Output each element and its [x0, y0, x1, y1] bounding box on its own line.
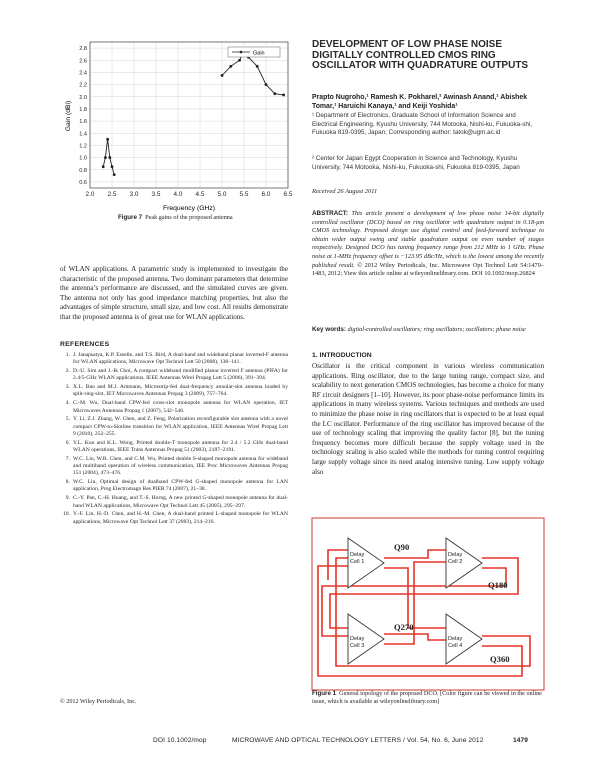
y-tick-label: 0.6	[79, 179, 87, 186]
reference-item	[58, 400, 288, 415]
y-axis-label: Gain (dBi)	[65, 100, 72, 132]
reference-item	[58, 440, 288, 455]
y-tick-labels	[79, 46, 87, 186]
reference-item	[58, 479, 288, 494]
figure7-label: Figure 7	[118, 214, 143, 221]
cell-4-line2: Cell 4	[448, 643, 463, 649]
data-point	[111, 165, 114, 168]
x-tick-label: 3.5	[151, 191, 161, 198]
reference-item	[58, 368, 288, 383]
reference-text: C.-Y. Pan, C.-H. Huang, and T.-S. Horng, A new printed G-shaped monopole antenna for dual-band WLAN applications, Microwave Opt Technol Lett 45 (2005), 295–297.	[73, 495, 288, 509]
x-tick-label: 5.5	[239, 191, 249, 198]
abstract-text: This article present a development of low phase noise 14-bit digitally controlled oscillator (DCO) based on ring oscillator with quadrature output in 0.18-μm CMOS technology. Proposed design use digital control and feed-forward technique to obtain wider output swing and stable quadrature output on even number of stages respectively. Designed DCO has tuning frequency range from 212 MHz to 1 GHz. Phase noise at 1-MHz frequency offset is −123.95 dBc/Hz, which is the lowest among the recently published result.	[312, 210, 544, 269]
y-tick-label: 2.2	[79, 82, 87, 89]
reference-text: Y. Li, Z.J. Zhang, W. Chen, and Z. Feng, Polarization reconfigurable slot antenna with a novel compact CPW-to-Slotline transition for WLAN application, IEEE Antennas Wirel Propag Lett 9 (2010), 252–255.	[73, 416, 288, 437]
reference-number: 5.	[65, 416, 70, 423]
references-list	[58, 352, 288, 527]
reference-text: X.L. Bao and M.J. Ammann, Microstrip-fed dual-frequency annular-slot antenna loaded by split-ring-slot, IET Microwaves Antennas Propag 3 (2009), 757–764.	[73, 384, 288, 398]
cell-1-line1: Delay	[350, 552, 365, 558]
cell-3-line2: Cell 3	[350, 643, 365, 649]
x-tick-label: 3.0	[129, 191, 139, 198]
data-point	[282, 94, 285, 97]
affiliation-1: ¹ Department of Electronics, Graduate School of Information Science and Electrical Engineering, Kyushu University, 744 Motooka, Nishi-ku, Fukuoka-shi, Fukuoka 819-0395, Japan; Corresponding author: tatok@ugm.ac.id	[312, 112, 533, 137]
reference-text: D.-U. Sim and J.-Ik Choi, A compact wideband modified planar inverted F antenna (PIFA) for 2.4/5-GHz WLAN applications, IEEE Antennas Wirel Propag Lett 5 (2006), 391–394.	[73, 368, 288, 382]
copyright: © 2012 Wiley Periodicals, Inc.	[60, 698, 137, 705]
chart-gridlines	[90, 42, 288, 188]
output-q270: Q270	[394, 622, 414, 632]
figure1-label: Figure 1	[312, 690, 337, 697]
reference-item	[58, 416, 288, 438]
legend-label: Gain	[253, 50, 265, 57]
reference-text: J. Janapsatya, K.P. Esselle, and T.S. Bird, A dual-band and wideband planar inverted-F antenna for WLAN applications, Microwave Opt Technol Lett 50 (2008), 138–141.	[73, 352, 288, 366]
reference-number: 2.	[65, 368, 70, 375]
reference-number: 7.	[65, 455, 70, 462]
reference-item	[58, 511, 288, 526]
y-tick-label: 1.0	[79, 155, 87, 162]
reference-item	[58, 352, 288, 367]
cell-2-line1: Delay	[448, 552, 463, 558]
figure-frame	[312, 518, 544, 690]
data-point	[106, 138, 109, 141]
reference-item	[58, 456, 288, 478]
data-point	[113, 173, 116, 176]
data-point	[108, 156, 111, 159]
y-tick-label: 1.2	[79, 143, 87, 150]
data-point	[221, 74, 224, 77]
y-tick-label: 1.4	[79, 131, 87, 138]
data-point	[256, 65, 259, 68]
figure1-diagram	[310, 516, 546, 692]
output-q180: Q180	[488, 580, 508, 590]
reference-text: Y.-F. Lin, H.-D. Chen, and H.-M. Chen, A dual-band printed L-shaped monopole for WLAN applications, Microwave Opt Technol Lett 37 (2003), 214–216.	[73, 511, 288, 525]
x-tick-label: 5.0	[217, 191, 227, 198]
abstract	[312, 210, 544, 279]
article-title: DEVELOPMENT OF LOW PHASE NOISE DIGITALLY CONTROLLED CMOS RING OSCILLATOR WITH QUADRATURE OUTPUTS	[312, 39, 529, 72]
section-heading: 1. INTRODUCTION	[312, 352, 372, 359]
figure1-caption	[312, 690, 546, 706]
footer-doi: DOI 10.1002/mop	[153, 737, 207, 744]
keywords	[312, 326, 544, 335]
y-tick-label: 2.4	[79, 70, 87, 77]
chart-plot-area	[90, 42, 288, 188]
introduction-text: Oscillator is the critical component in various wireless communication applications. Ring oscillator, due to the large tuning range, compact size, and scalability to next generation CMOS technologies, has become a choice for many RF circuit designers [1–10]. However, its poor phase-noise performance limits its applications in many wireless systems. Various techniques and methods are used to minimize the phase noise in ring oscillators that is expected to be at least equal the LC oscillator. Performance of the ring oscillator has improved because of the use of technology scaling that improving the quality factor [8], but the tuning frequency becomes more difficult because the supply voltage used in the technology scaling is also scaled while the methods for tuning control requiring large supply voltage since its need analog intensive tuning. Low supply voltage also	[312, 362, 544, 476]
keywords-label: Key words:	[312, 326, 346, 333]
reference-item	[58, 495, 288, 510]
data-point	[102, 165, 105, 168]
data-point	[265, 83, 268, 86]
keywords-text: digital-controlled oscillators; ring oscillators; oscillators; phase noise	[347, 326, 526, 333]
footer-page-number: 1479	[513, 737, 529, 744]
figure7-caption	[118, 214, 318, 222]
x-tick-label: 6.0	[261, 191, 271, 198]
x-axis-label: Frequency (GHz)	[162, 205, 216, 212]
y-tick-label: 1.6	[79, 119, 87, 126]
figure7-chart	[60, 36, 300, 214]
y-tick-label: 1.8	[79, 106, 87, 113]
reference-number: 6.	[65, 439, 70, 446]
chart-series	[102, 50, 285, 176]
data-point	[273, 92, 276, 95]
reference-number: 4.	[65, 400, 70, 407]
series-line-2	[222, 51, 284, 95]
reference-number: 9.	[65, 495, 70, 502]
cell-2-line2: Cell 2	[448, 559, 463, 565]
received-date: Received 26 August 2011	[312, 188, 378, 195]
y-tick-label: 0.8	[79, 167, 87, 174]
data-point	[229, 65, 232, 68]
abstract-citation: © 2012 Wiley Periodicals, Inc. Microwave Opt Technol Lett 54:1479–1483, 2012; View this article online at wileyonlinelibrary.com. DOI 10.1002/mop.26824	[312, 261, 545, 278]
article-authors: Prapto Nugroho,¹ Ramesh K. Pokharel,² Awinash Anand,¹ Abishek Tomar,¹ Haruichi Kanaya,¹ and Keiji Yoshida¹	[312, 94, 528, 110]
y-tick-label: 2.8	[79, 46, 87, 53]
x-tick-label: 4.5	[195, 191, 205, 198]
reference-item	[58, 384, 288, 399]
x-tick-labels	[86, 191, 293, 198]
y-tick-label: 2.0	[79, 94, 87, 101]
x-tick-label: 2.5	[107, 191, 117, 198]
reference-number: 8.	[65, 479, 70, 486]
reference-text: C.-M. Wu, Dual-band CPW-fed cross-slot monopole antenna for WLAN operation, IET Microwaves Antennas Propag 1 (2007), 542–546.	[73, 400, 288, 414]
references-heading: REFERENCES	[60, 341, 110, 348]
reference-number: 3.	[65, 384, 70, 391]
cell-3-line1: Delay	[350, 636, 365, 642]
x-tick-label: 6.5	[283, 191, 293, 198]
footer-journal: MICROWAVE AND OPTICAL TECHNOLOGY LETTERS / Vol. 54, No. 6, June 2012	[232, 737, 484, 744]
reference-number: 1.	[65, 352, 70, 358]
affiliation-2: ² Center for Japan Egypt Cooperation in Science and Technology, Kyushu University, 744 Motooka, Nishi-ku, Fukuoka-shi, Fukuoka 819-0395, Japan	[312, 155, 520, 171]
reference-text: Y.L. Kuo and K.L. Wong, Printed double-T monopole antenna for 2.4 / 5.2 GHz dual-band WLAN operations, IEEE Trans Antennas Propag 51 (2003), 2187–2191.	[73, 439, 288, 453]
reference-text: W.C. Liu, Optimal design of dualband CPW-fed G-shaped monopole antenna for LAN application, Prog Electromagn Res PIER 74 (2007), 21–38.	[73, 479, 288, 493]
left-paragraph: of WLAN applications. A parametric study is implemented to investigate the characteristic of the proposed antenna. Two dominant parameters that determine the antenna’s performance are discussed, and the simulated curves are given. The antenna not only has good impedance matching properties, but also the advantages of simple structure, small size, and low cost. All results demonstrate that the proposed antenna is of great use for WLAN applications.	[60, 265, 288, 321]
data-point	[104, 156, 107, 159]
cell-1-line2: Cell 1	[350, 559, 365, 565]
x-tick-label: 4.0	[173, 191, 183, 198]
figure1-caption-text: General topology of the proposed DCO. [Color figure can be viewed in the online issue, which is available at wileyonlinelibrary.com]	[312, 690, 542, 705]
reference-text: W.C. Liu, W.R. Chen, and C.M. Wu, Printed double S-shaped monopole antenna for wideband and multiband operation of wireless communication, IEE Proc Microwaves Antennas Propag 151 (2004), 473–476.	[73, 455, 288, 477]
chart-legend	[228, 47, 280, 57]
cell-4-line1: Delay	[448, 636, 463, 642]
data-point	[238, 59, 241, 62]
figure7-caption-text: Peak gains of the proposed antenna	[145, 214, 233, 221]
y-tick-label: 2.6	[79, 58, 87, 65]
x-tick-label: 2.0	[85, 191, 95, 198]
reference-number: 10.	[63, 511, 70, 518]
output-q360: Q360	[490, 654, 510, 664]
output-q90: Q90	[394, 542, 410, 552]
abstract-label: ABSTRACT:	[312, 210, 349, 217]
